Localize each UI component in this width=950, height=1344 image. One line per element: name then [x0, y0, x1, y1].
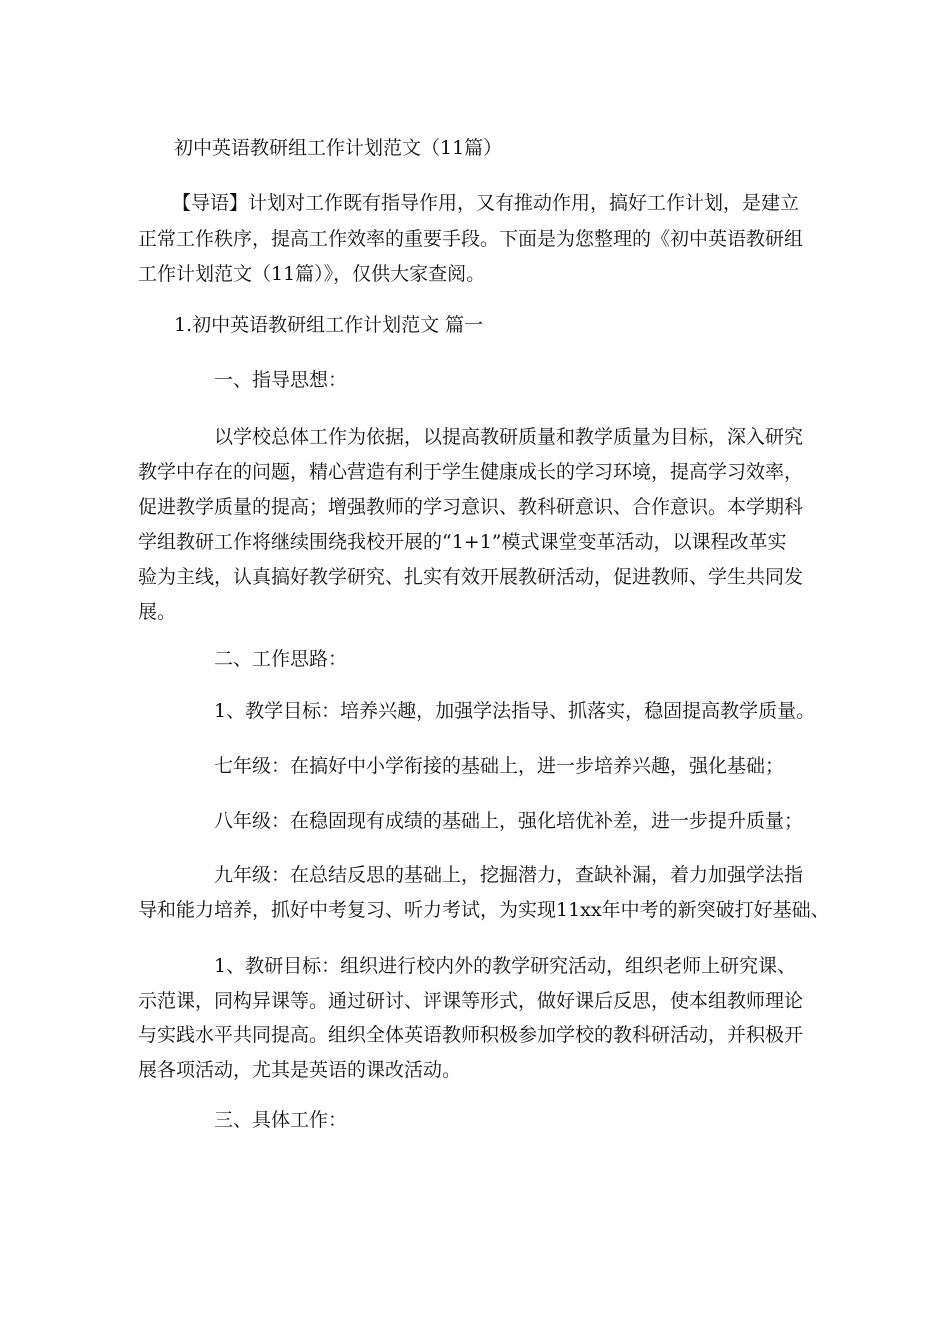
- grade7-goal: 七年级：在搞好中小学衔接的基础上，进一步培养兴趣，强化基础；: [214, 755, 785, 777]
- part1-line-6: 展。: [138, 601, 177, 623]
- part1-line-4: 学组教研工作将继续围绕我校开展的“1+1”模式课堂变革活动，以课程改革实: [138, 531, 787, 553]
- intro-line-1: 【导语】计划对工作既有指导作用，又有推动作用，搞好工作计划，是建立: [172, 192, 800, 214]
- part1-line-1: 以学校总体工作为依据，以提高教研质量和教学质量为目标，深入研究: [214, 426, 804, 448]
- section-title: 1.初中英语教研组工作计划范文 篇一: [174, 314, 484, 336]
- research-goal-line-4: 展各项活动，尤其是英语的课改活动。: [138, 1059, 462, 1081]
- teaching-goal: 1、教学目标：培养兴趣，加强学法指导、抓落实，稳固提高教学质量。: [214, 700, 816, 722]
- heading-specific-work: 三、具体工作：: [214, 1109, 348, 1131]
- part1-line-3: 促进教学质量的提高；增强教师的学习意识、教科研意识、合作意识。本学期科: [138, 496, 804, 518]
- intro-line-3: 工作计划范文（11篇）》，仅供大家查阅。: [138, 263, 486, 285]
- intro-line-2: 正常工作秩序，提高工作效率的重要手段。下面是为您整理的《初中英语教研组: [138, 228, 804, 250]
- part1-line-5: 验为主线，认真搞好教学研究、扎实有效开展教研活动，促进教师、学生共同发: [138, 566, 804, 588]
- grade9-line-1: 九年级：在总结反思的基础上，挖掘潜力，查缺补漏，着力加强学法指: [214, 864, 804, 886]
- document-title: 初中英语教研组工作计划范文（11篇）: [174, 137, 503, 159]
- research-goal-line-3: 与实践水平共同提高。组织全体英语教师积极参加学校的教科研活动，并积极开: [138, 1024, 804, 1046]
- research-goal-line-1: 1、教研目标：组织进行校内外的教学研究活动，组织老师上研究课、: [214, 955, 797, 977]
- part1-line-2: 教学中存在的问题，精心营造有利于学生健康成长的学习环境，提高学习效率，: [138, 461, 804, 483]
- research-goal-line-2: 示范课，同构异课等。通过研讨、评课等形式，做好课后反思，使本组教师理论: [138, 990, 804, 1012]
- grade9-line-2: 导和能力培养，抓好中考复习、听力考试，为实现11xx年中考的新突破打好基础、: [138, 899, 830, 921]
- heading-guiding-ideology: 一、指导思想：: [214, 369, 348, 391]
- heading-work-approach: 二、工作思路：: [214, 648, 348, 670]
- grade8-goal: 八年级：在稳固现有成绩的基础上，强化培优补差，进一步提升质量；: [214, 810, 804, 832]
